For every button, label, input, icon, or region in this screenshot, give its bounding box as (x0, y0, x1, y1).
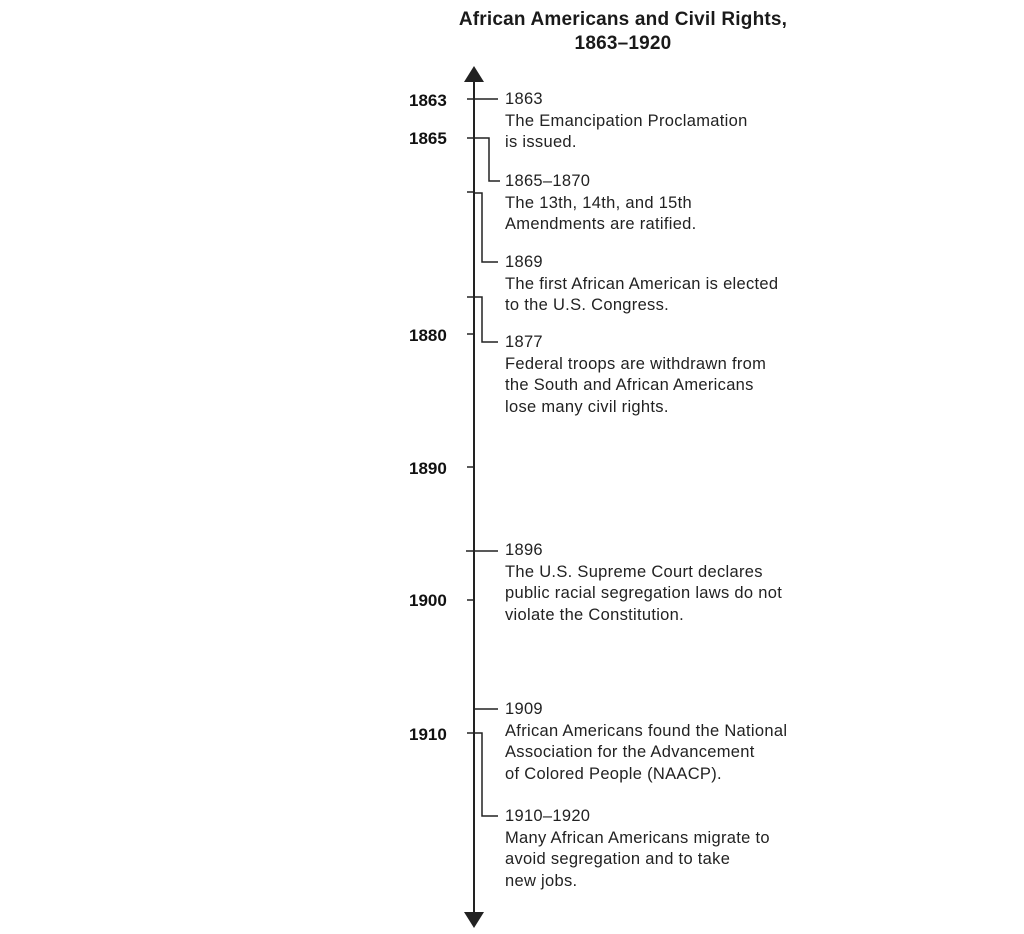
event-1869 (505, 252, 905, 317)
year-label-1865: 1865 (409, 129, 447, 148)
event-date: 1910–1920 (505, 807, 591, 825)
event-description: African Americans found the National Association for the Advancement of Colored People (NAACP). (505, 721, 788, 783)
year-label-1863: 1863 (409, 91, 447, 110)
event-1877 (505, 332, 905, 418)
connector-1865-1870 (474, 138, 500, 181)
event-date: 1863 (505, 90, 543, 108)
event-1863 (505, 89, 905, 154)
title-line-1: African Americans and Civil Rights, (458, 9, 788, 30)
year-label-1910: 1910 (409, 725, 447, 744)
axis-ticks (467, 99, 474, 733)
connector-1910-1920 (474, 733, 498, 816)
year-label-1890: 1890 (409, 459, 447, 478)
event-date: 1869 (505, 253, 543, 271)
event-description: Federal troops are withdrawn from the South and African Americans lose many civil rights. (505, 354, 767, 416)
event-connectors (466, 99, 500, 816)
event-1865-1870 (505, 171, 905, 236)
title-line-2: 1863–1920 (574, 33, 672, 54)
connector-1869 (474, 193, 498, 262)
event-description: The first African American is elected to the U.S. Congress. (505, 274, 779, 314)
event-1909 (505, 699, 905, 785)
event-date: 1865–1870 (505, 172, 591, 190)
connector-1877 (474, 297, 498, 342)
event-date: 1877 (505, 333, 543, 351)
event-date: 1909 (505, 700, 543, 718)
year-label-1900: 1900 (409, 591, 447, 610)
event-1910-1920 (505, 806, 905, 892)
event-date: 1896 (505, 541, 543, 559)
event-1896 (505, 540, 905, 626)
event-description: The U.S. Supreme Court declares public racial segregation laws do not violate the Constitution. (505, 562, 783, 624)
event-description: The Emancipation Proclamation is issued. (505, 111, 748, 151)
event-description: Many African Americans migrate to avoid segregation and to take new jobs. (505, 828, 770, 890)
event-description: The 13th, 14th, and 15th Amendments are ratified. (505, 193, 697, 233)
year-label-1880: 1880 (409, 326, 447, 345)
